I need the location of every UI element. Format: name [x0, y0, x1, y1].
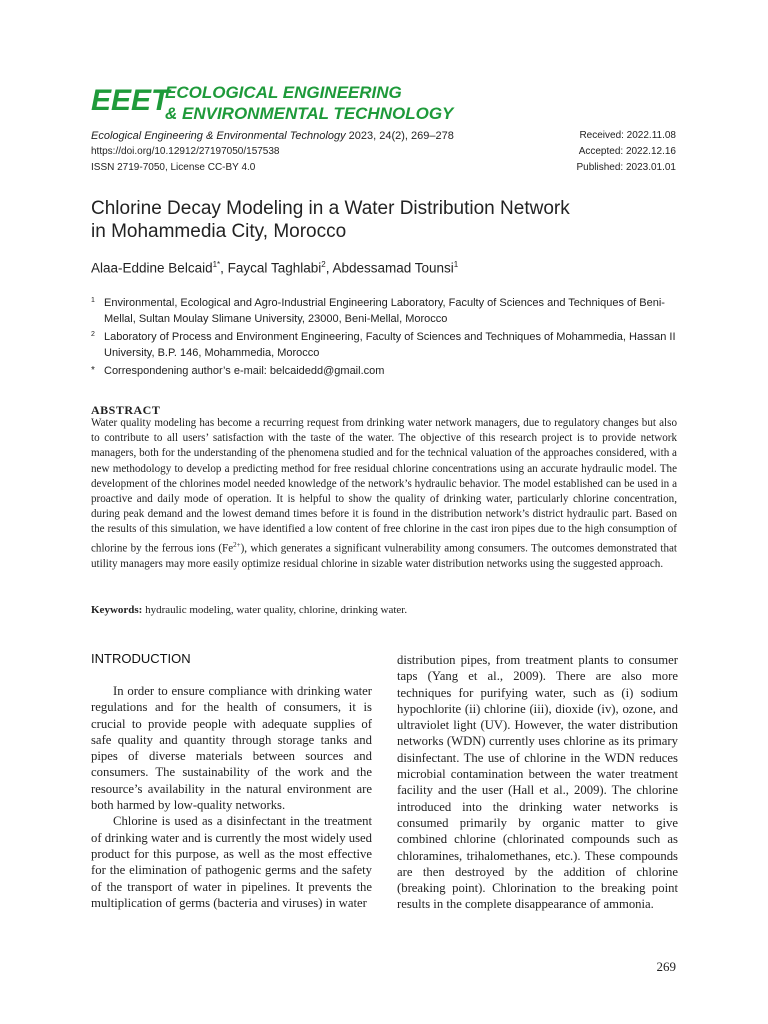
abstract-text-part1: Water quality modeling has become a recurring request from drinking water network managers, due to regulatory changes but also to contribute to all users’ satisfaction with the taste of the water. The objective of this research project is to provide network managers, both for the understanding of the phenomena studied and for the technical valuation of the approaches considered, with a new methodology to develop a predicting method for free residual chlorine concentrations using an accurate hydraulic model. The development of the chlorines model needed knowledge of the network’s hydraulic behavior. The model established can be used in a proactive and daily mode of operation. It is helpful to show the quality of drinking water, particularly chlorine concentration, during peak demand and the lowest demand times before it is found in the distribution network’s district hydraulic part. Based on the results of this simulation, we have identified a low content of free chlorine in the cast iron pipes due to the high consumption of chlorine by the ferrous ions (Fe [91, 417, 677, 555]
affiliation-text: Environmental, Ecological and Agro-Industrial Engineering Laboratory, Faculty of Sciences and Techniques of Beni-Mellal, Sultan Moulay Slimane University, 23000, Beni-Mellal, Morocco [104, 297, 665, 325]
dates-block [576, 128, 676, 176]
article-title-line1: Chlorine Decay Modeling in a Water Distribution Network [91, 198, 570, 219]
page-number: 269 [656, 959, 676, 974]
issn-license: ISSN 2719-7050, License CC-BY 4.0 [91, 162, 256, 173]
author-name: Abdessamad Tounsi [332, 260, 454, 276]
article-title-line2: in Mohammedia City, Morocco [91, 221, 347, 242]
keywords-label: Keywords: [91, 604, 143, 616]
body-column-right [397, 652, 678, 913]
citation-journal: Ecological Engineering & Environmental Technology [91, 130, 346, 142]
abstract-heading: ABSTRACT [91, 403, 161, 417]
keywords-list: hydraulic modeling, water quality, chlorine, drinking water. [142, 604, 408, 616]
journal-name-line2: & ENVIRONMENTAL TECHNOLOGY [165, 104, 454, 123]
paragraph: distribution pipes, from treatment plants to consumer taps (Yang et al., 2009). There are also more techniques for purifying water, such as (i) sodium hypochlorite (ii) chlorine (iii), dioxide (iv), ozone, and ultraviolet light (UV). However, the water distribution networks (WDN) currently uses chlorine as its primary disinfectant. The use of chlorine in the WDN reduces microbial contamination between the water treatment facility and the user (Hall et al., 2009). The chlorine introduced into the drinking water networks is consumed primarily by organic matter to give combined chlorine (chlorinated compounds such as chloramines, trihalomethanes, etc.). These compounds are then destroyed by the addition of chlorine (breaking point). Chlorination to the breaking point results in the complete disappearance of ammonia. [397, 653, 678, 912]
author-name: Faycal Taghlabi [227, 260, 322, 276]
affiliation-number: 2 [91, 331, 95, 338]
paragraph: In order to ensure compliance with drinking water regulations and for the health of consumers, it is crucial to provide people with adequate supplies of safe quality and quantity through storage tanks and pipes of diverse materials between sources and consumers. The sustainability of the work and the resource’s availability in the natural environment are both harmed by low-quality networks. [91, 684, 372, 813]
journal-logo: EEET [91, 84, 170, 117]
corresponding-email[interactable]: Correspondening author’s e-mail: belcaidedd@gmail.com [104, 365, 385, 377]
affiliation-number: 1 [91, 297, 95, 304]
keywords [91, 604, 677, 616]
author-affil-mark: 1 [453, 260, 459, 269]
affiliation-text: Laboratory of Process and Environment Engineering, Faculty of Sciences and Techniques of Mohammedia, Hassan II University, B.P. 146, Mohammedia, Morocco [104, 331, 676, 359]
body-column-left [91, 683, 372, 911]
abstract-text-part2: ), which generates a significant vulnerability among consumers. The outcomes demonstrated that utility managers may more easily optimize residual chlorine in sizable water distribution networks using the suggested approach. [91, 542, 677, 570]
author-separator: , [325, 260, 333, 276]
author-affil-mark: 1* [212, 260, 221, 269]
author-affil-mark: 2 [321, 260, 326, 269]
citation-details: 2023, 24(2), 269–278 [345, 130, 454, 142]
corresponding-mark: * [91, 365, 95, 376]
journal-name [165, 82, 453, 124]
affiliation-item [91, 295, 679, 327]
author-list [91, 260, 458, 276]
citation-block [91, 128, 454, 176]
affiliation-item [91, 329, 679, 361]
ion-charge-sup: 2+ [233, 540, 241, 549]
received-date: Received: 2022.11.08 [579, 130, 676, 141]
author-separator: , [220, 260, 228, 276]
doi-link[interactable]: https://doi.org/10.12912/27197050/157538 [91, 146, 280, 157]
section-heading-introduction: INTRODUCTION [91, 651, 191, 666]
author-name: Alaa-Eddine Belcaid [91, 260, 213, 276]
abstract-text [91, 416, 677, 572]
journal-name-line1: ECOLOGICAL ENGINEERING [165, 83, 402, 102]
citation-line [91, 128, 454, 144]
affiliations [91, 295, 679, 381]
corresponding-author [91, 363, 679, 379]
accepted-date: Accepted: 2022.12.16 [578, 146, 676, 157]
paragraph: Chlorine is used as a disinfectant in the treatment of drinking water and is currently the most widely used product for this purpose, as well as the most effective for the elimination of pathogenic germs and the safety of the transport of water in pipelines. It prevents the multiplication of germs (bacteria and viruses) in water [91, 814, 372, 910]
published-date: Published: 2023.01.01 [576, 162, 676, 173]
article-title [91, 197, 651, 243]
